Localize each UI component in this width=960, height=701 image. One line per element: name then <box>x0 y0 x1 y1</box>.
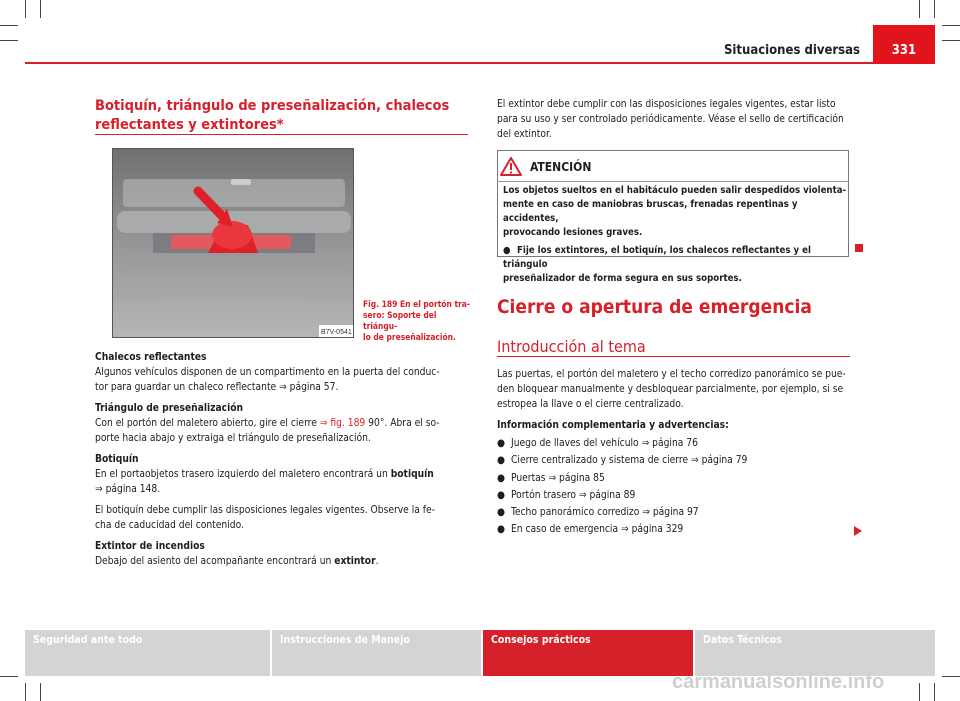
figure-code: B7V-0541 <box>321 329 352 336</box>
chapter-title: Cierre o apertura de emergencia <box>497 296 812 318</box>
crop-mark <box>919 0 920 18</box>
tab-seguridad[interactable]: Seguridad ante todo <box>25 630 270 676</box>
left-body: Chalecos reflectantes Algunos vehículos disponen de un compartimento en la puerta del conduc- tor para guardar un chaleco reflectante ⇒ página 57. Triángulo de preseñalización Con el portón del maletero abierto, gire el cierre ⇒ fig. 189 90°. Abra el so- porte hacia abajo y extraiga el triángulo de preseñalización. Botiquín En el portaobjetos trasero izquierdo del maletero encontrará un botiquín ⇒ página 148. El botiquín debe cumplir las disposiciones legales vigentes. Observe la fe- cha de caducidad del contenido. Extintor de incendios Debajo del asiento del acompañante encontrará un extintor. <box>95 350 475 569</box>
tab-instrucciones[interactable]: Instrucciones de Manejo <box>272 630 481 676</box>
intro-body: Las puertas, el portón del maletero y el techo corredizo panorámico se pue- den bloquear manualmente y desbloquear parcialmente, por ejemplo, si se estropea la llave o el cierre centralizado. Información complementaria y advertencias: ● Juego de llaves del vehículo ⇒ página 76 ● Cierre centralizado y sistema de cierre ⇒ página 79 ● Puertas ⇒ página 85 ● Portón trasero ⇒ página 89 ● Techo panorámico corredizo ⇒ página 97 ● En caso de emergencia ⇒ página 329 <box>497 367 867 539</box>
reference-list <box>497 435 867 539</box>
tab-consejos[interactable]: Consejos prácticos <box>483 630 693 676</box>
continue-arrow-icon <box>853 522 863 541</box>
subheading: Extintor de incendios <box>95 541 205 552</box>
crop-mark <box>919 683 920 701</box>
bullet-icon: ● <box>497 489 505 501</box>
extintor-paragraph: El extintor debe cumplir con las disposiciones legales vigentes, estar listo para su uso y ser controlado periódicamente. Véase el sello de certificación del extintor. <box>497 99 844 140</box>
figure-link[interactable]: ⇒ fig. 189 <box>319 418 366 429</box>
header-rule <box>25 62 935 64</box>
subheading: Botiquín <box>95 454 139 465</box>
warning-icon <box>500 157 522 180</box>
crop-mark <box>25 683 26 701</box>
crop-mark <box>0 25 18 26</box>
subheading: Chalecos reflectantes <box>95 352 207 363</box>
crop-mark <box>942 676 960 677</box>
tailgate-illustration <box>113 149 354 338</box>
figure-caption: Fig. 189 En el portón tra- sero: Soporte del triángu- lo de preseñalización. <box>363 299 470 342</box>
crop-mark <box>0 40 18 41</box>
watermark: carmanualsonline.info <box>672 671 885 693</box>
topic-rule <box>497 356 850 357</box>
bullet-icon: ● <box>497 507 505 519</box>
crop-mark <box>942 40 960 41</box>
tab-datos[interactable]: Datos Técnicos <box>695 630 935 676</box>
bullet-icon: ● <box>497 524 505 536</box>
end-marker-icon <box>855 244 863 252</box>
subheading: Triángulo de preseñalización <box>95 403 244 414</box>
list-item[interactable]: ● Techo panorámico corredizo ⇒ página 97 <box>497 504 867 521</box>
page-number: 331 <box>891 43 917 58</box>
list-item[interactable]: ● Portón trasero ⇒ página 89 <box>497 487 867 504</box>
topic-title: Introducción al tema <box>497 337 646 356</box>
page-reference[interactable]: ⇒ página 148. <box>95 484 161 495</box>
section-heading: Botiquín, triángulo de preseñalización, chalecos reflectantes y extintores* <box>95 98 450 133</box>
subheading: Información complementaria y advertencias: <box>497 420 729 431</box>
bullet-icon: ● <box>503 245 511 256</box>
bullet-icon: ● <box>497 438 505 449</box>
crop-mark <box>934 0 935 18</box>
list-item[interactable]: ● Cierre centralizado y sistema de cierre ⇒ página 79 <box>497 452 867 469</box>
crop-mark <box>934 683 935 701</box>
bullet-icon: ● <box>497 472 505 484</box>
crop-mark <box>40 0 41 18</box>
list-item[interactable]: ● Juego de llaves del vehículo ⇒ página 76 <box>497 435 867 452</box>
warning-text: Los objetos sueltos en el habitáculo pueden salir despedidos violenta- mente en caso de maniobras bruscas, frenadas repentinas y accidentes, provocando lesiones graves. ● Fije los extintores, el botiquín, los chalecos reflectantes y el triángulo preseñalizador de forma segura en sus soportes. <box>503 185 847 284</box>
crop-mark <box>25 0 26 18</box>
heading-rule <box>95 134 468 135</box>
crop-mark <box>0 676 18 677</box>
crop-mark <box>942 25 960 26</box>
warning-title: ATENCIÓN <box>530 160 592 174</box>
bullet-icon: ● <box>497 455 505 467</box>
section-title: Situaciones diversas <box>723 43 860 58</box>
figure-image <box>112 148 354 338</box>
list-item[interactable]: ● En caso de emergencia ⇒ página 329 <box>497 521 867 538</box>
crop-mark <box>40 683 41 701</box>
list-item[interactable]: ● Puertas ⇒ página 85 <box>497 470 867 487</box>
